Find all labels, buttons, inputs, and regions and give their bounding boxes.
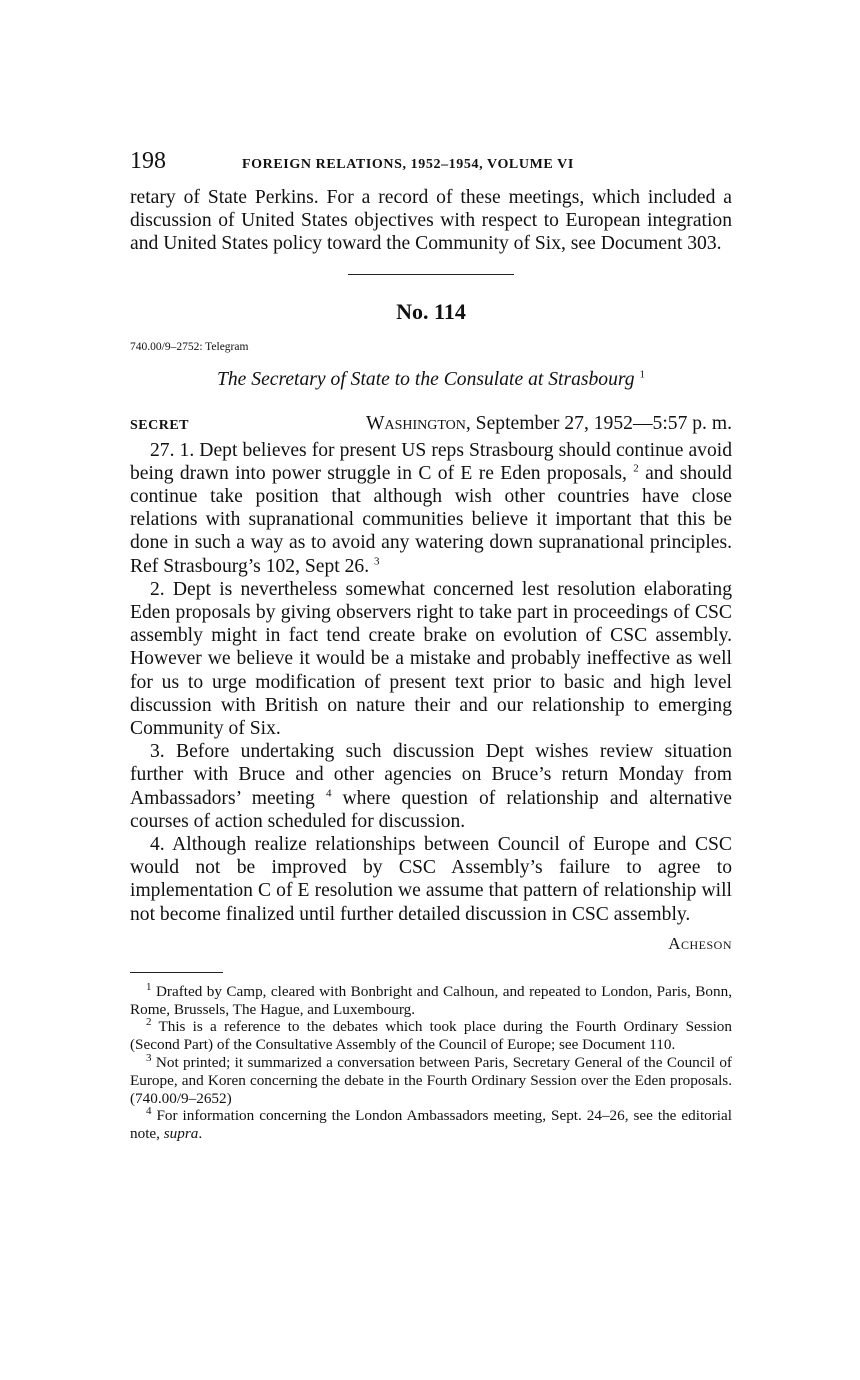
footnote-1-mark: 1 [146,980,152,993]
footnote-ref-1: 1 [639,368,645,381]
footnote-ref-4: 4 [325,787,332,800]
classification-label: SECRET [130,417,190,433]
document-title [130,369,732,395]
footnote-3-text: Not printed; it summarized a conversation between Paris, Secretary General of the Council of Europe, and Koren concerning the debate in the Fourth Ordinary Session over the Eden proposals. (740.00/9–2652) [130,1054,732,1107]
page-number: 198 [130,148,166,174]
paragraph-4: 4. Although realize relationships between Council of Europe and CSC would not be improved by CSC Assembly’s failure to agree to implementation C of E resolution we assume that pattern of relationship will not become finalized until further detailed discussion in CSC assembly. [130,834,732,925]
footnote-ref-3: 3 [374,555,380,568]
footnote-4-mark: 4 [146,1105,152,1118]
footnote-divider [130,972,223,973]
place-name: Washington [365,412,466,434]
footnote-2 [130,1018,732,1054]
footnote-2-text: This is a reference to the debates which took place during the Fourth Ordinary Session (Second Part) of the Consultative Assembly of the Council of Europe; see Document 110. [130,1018,732,1054]
continuation-paragraph: retary of State Perkins. For a record of these meetings, which included a discussion of United States objectives with respect to European integration and United States policy toward the Community of Six, see Document 303. [130,187,732,255]
footnote-4-italic: supra [163,1125,199,1143]
paragraph-1-text-a: 27. 1. Dept believes for present US reps Strasbourg should continue avoid being drawn into power struggle in C of E re Eden proposals, [130,439,732,484]
running-title: FOREIGN RELATIONS, 1952–1954, VOLUME VI [242,157,574,172]
section-divider [348,274,514,275]
paragraph-3-text-b: where question of relationship and alternative courses of action scheduled for discussion. [130,787,732,832]
file-reference: 740.00/9–2752: Telegram [130,340,249,353]
dateline [130,413,732,437]
running-head [130,148,732,178]
paragraph-3-text-a: 3. Before undertaking such discussion Dept wishes review situation further with Bruce and other agencies on Bruce’s return Monday from Ambassadors’ meeting [130,741,732,809]
telegram-body [130,439,732,926]
paragraph-3 [130,740,732,833]
footnote-4 [130,1107,732,1143]
footnote-3 [130,1054,732,1107]
date-place [366,413,732,435]
footnote-1-text: Drafted by Camp, cleared with Bonbright and Calhoun, and repeated to London, Paris, Bonn, Rome, Brussels, The Hague, and Luxembourg. [130,982,732,1018]
footnote-2-mark: 2 [146,1016,152,1029]
footnotes [130,980,732,1143]
signature: Acheson [668,933,732,953]
document-title-text: The Secretary of State to the Consulate at Strasbourg [216,368,635,390]
footnote-1 [130,980,732,1019]
footnote-4-text-a: For information concerning the London Ambassadors meeting, Sept. 24–26, see the editorial note, [130,1107,732,1143]
paragraph-1-text-b: and should continue take position that although wish other countries have close relations with supranational communities believe it important that this be done in such a way as to avoid any watering down supranational principles. Ref Strasbourg’s 102, Sept 26. [130,462,732,577]
paragraph-1 [130,439,732,578]
paragraph-2: 2. Dept is nevertheless somewhat concerned lest resolution elaborating Eden proposals by giving observers right to take part in proceedings of CSC assembly might in fact tend create brake on evolution of CSC assembly. However we believe it would be a mistake and probably ineffective as well for us to urge modification of present text prior to basic and high level discussion with British on nature their and our relationship to emerging Community of Six. [130,578,732,740]
date-time: , September 27, 1952—5:57 p. m. [465,412,732,434]
document-page [130,148,732,1143]
footnote-4-text-b: . [198,1125,203,1143]
footnote-3-mark: 3 [146,1052,152,1064]
footnote-ref-2: 2 [633,462,639,475]
document-number: No. 114 [396,298,466,324]
